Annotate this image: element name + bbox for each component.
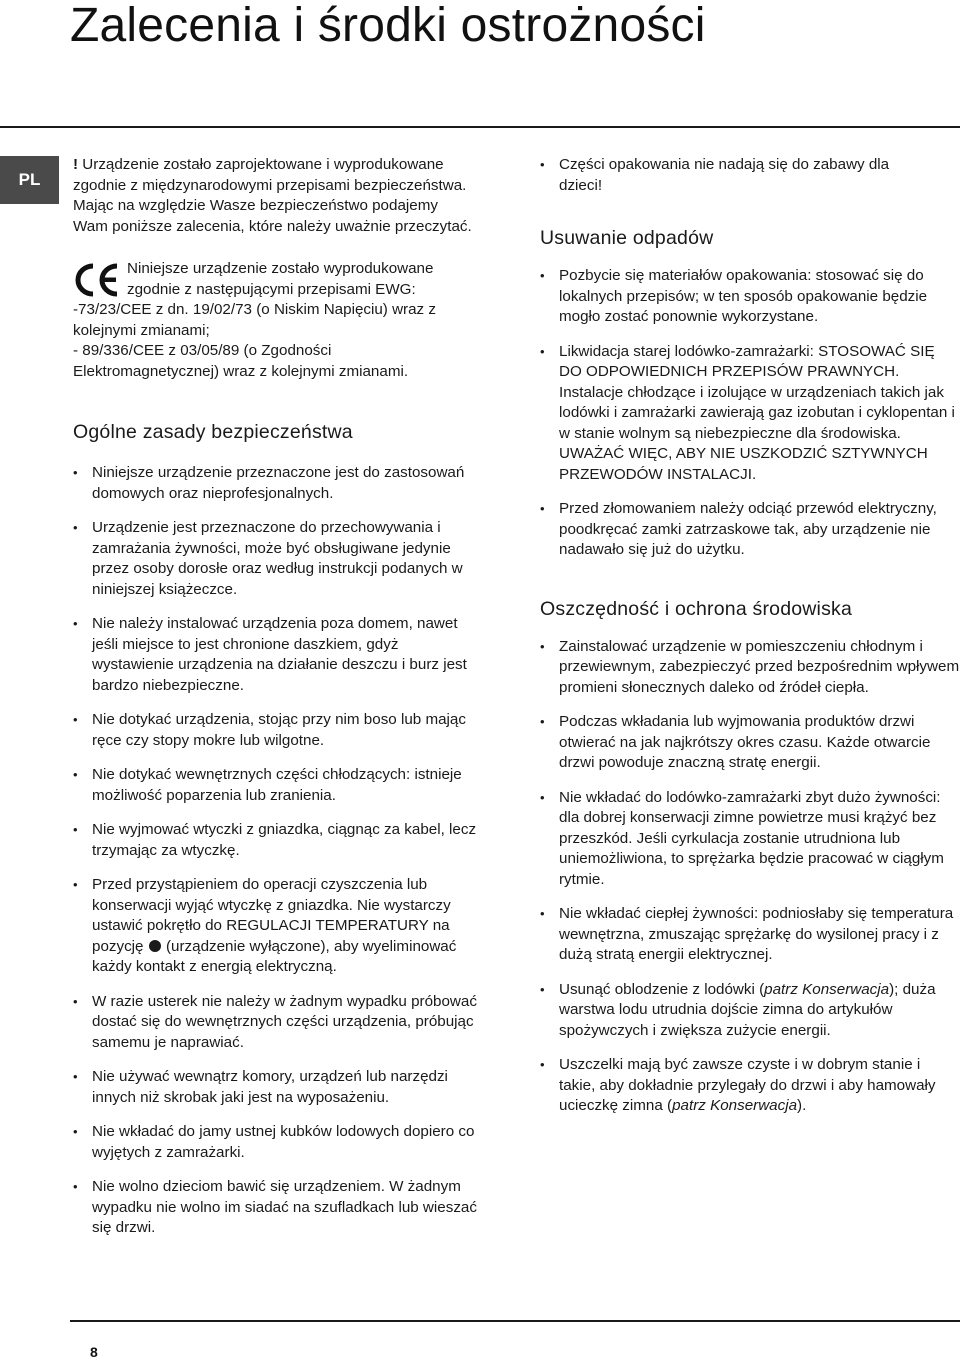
intro-paragraph xyxy=(73,155,473,237)
language-tab: PL xyxy=(0,156,59,204)
list-item: • Nie wkładać do jamy ustnej kubków lodowych dopiero co wyjętych z zamrażarki. xyxy=(73,1122,478,1163)
intro-text: Urządzenie zostało zaprojektowane i wyprodukowane zgodnie z międzynarodowymi przepisami bezpieczeństwa. Mając na względzie Wasze bezpieczeństwo podajemy Wam poniższe zalecenia, które należy uważnie przeczytać. xyxy=(73,156,472,235)
list-item: • Niniejsze urządzenie przeznaczone jest do zastosowań domowych oraz nieprofesjonalnych. xyxy=(73,463,478,504)
defrost-text-after: ); duża warstwa lodu utrudnia dojście zimna do artykułów spożywczych i zwiększa zużycie energii. xyxy=(559,980,936,1039)
cleaning-text-before: Przed przystąpieniem do operacji czyszczenia lub konserwacji wyjąć wtyczkę z gniazdka. Nie wystarczy ustawić pokrętło do REGULACJI TEMPERATURY na pozycję xyxy=(92,876,451,955)
left-column xyxy=(73,155,478,1239)
list-item: • Pozbycie się materiałów opakowania: stosować się do lokalnych przepisów; w ten sposób opakowanie będzie mogło zostać ponownie wykorzystane. xyxy=(540,266,960,328)
list-item: • Nie należy instalować urządzenia poza domem, nawet jeśli miejsce to jest chronione daszkiem, gdyż wystawienie urządzenia na działanie deszczu i burz jest bardzo niebezpieczne. xyxy=(73,614,478,696)
list-item xyxy=(540,1055,960,1117)
list-item: • Zainstalować urządzenie w pomieszczeniu chłodnym i przewiewnym, zabezpieczyć przed bezpośrednim wpływem promieni słonecznych daleko od źródeł ciepła. xyxy=(540,637,960,699)
old-unit-disposal-details: Instalacje chłodzące i izolujące w urządzeniach takich jak lodówki i zamrażarki zawierają gaz izobutan i cyklopentan i w stanie wolnym są niebezpieczne dla środowiska. UWAŻAĆ WIĘC, ABY NIE USZKODZIĆ SZTYWNYCH PRZEWODÓW INSTALACJI. xyxy=(559,383,955,483)
eco-list xyxy=(540,637,960,1117)
ce-mark-icon xyxy=(73,262,121,298)
right-column xyxy=(540,155,960,1117)
list-item: • Nie używać wewnątrz komory, urządzeń lub narzędzi innych niż skrobak jaki jest na wyposażeniu. xyxy=(73,1067,478,1108)
cleaning-text-after: (urządzenie wyłączone), aby wyeliminować każdy kontakt z energią elektryczną. xyxy=(92,937,457,975)
seal-text-before: Uszczelki mają być zawsze czyste i w dobrym stanie i takie, aby dokładnie przylegały do drzwi i aby hamowały ucieczkę zimna ( xyxy=(559,1056,936,1114)
old-unit-disposal-rule: • Likwidacja starej lodówko-zamrażarki: STOSOWAĆ SIĘ DO ODPOWIEDNICH PRZEPISÓW PRAWNYCH. xyxy=(559,342,935,380)
page-number: 8 xyxy=(90,1344,98,1360)
list-item xyxy=(540,980,960,1042)
ce-line-1: Niniejsze urządzenie zostało wyprodukowane xyxy=(127,260,434,277)
safety-section-title: Ogólne zasady bezpieczeństwa xyxy=(73,421,353,443)
waste-section-title: Usuwanie odpadów xyxy=(540,227,714,249)
seal-text-after: ). xyxy=(797,1097,807,1114)
list-item: • W razie usterek nie należy w żadnym wypadku próbować dostać się do wewnętrznych części urządzenia, próbując samemu je naprawiać. xyxy=(73,992,478,1054)
list-item: • Urządzenie jest przeznaczone do przechowywania i zamrażania żywności, może być obsługiwane jedynie przez osoby dorosłe oraz według instrukcji podanych w niniejszej książeczce. xyxy=(73,518,478,600)
waste-list xyxy=(540,266,960,561)
list-item: • Nie dotykać urządzenia, stojąc przy nim boso lub mając ręce czy stopy mokre lub wilgotne. xyxy=(73,710,478,751)
warning-mark: ! xyxy=(73,156,79,173)
ce-directive-emc: - 89/336/CEE z 03/05/89 (o Zgodności Elektromagnetycznej) wraz z kolejnymi zmianami. xyxy=(73,342,409,380)
page-title: Zalecenia i środki ostrożności xyxy=(70,0,706,52)
defrost-text-before: Usunąć oblodzenie z lodówki ( xyxy=(559,980,765,998)
list-item: • Przed złomowaniem należy odciąć przewód elektryczny, poodkręcać zamki zatrzaskowe tak, aby urządzenie nie nadawało się już do użytku. xyxy=(540,499,960,561)
list-item: • Nie wkładać do lodówko-zamrażarki zbyt dużo żywności: dla dobrej konserwacji zimne powietrze musi krążyć bez przeszkód. Jeśli cyrkulacja zostanie utrudniona lub uniemożliwiona, to sprężarka będzie pracować w ciągłym rytmie. xyxy=(540,788,960,891)
maintenance-reference: patrz Konserwacja xyxy=(764,980,890,998)
header-rule xyxy=(0,126,960,128)
list-item: • Nie wyjmować wtyczki z gniazdka, ciągnąc za kabel, lecz trzymając za wtyczkę. xyxy=(73,820,478,861)
list-item xyxy=(73,875,478,978)
list-item: • Nie wkładać ciepłej żywności: podniosłaby się temperatura wewnętrzna, zmuszając sprężarkę do wysilonej pracy i z dużą stratą energii elektrycznej. xyxy=(540,904,960,966)
ce-compliance-block xyxy=(73,259,478,382)
eco-section-title: Oszczędność i ochrona środowiska xyxy=(540,597,853,620)
ce-line-2: zgodnie z następującymi przepisami EWG: xyxy=(127,280,416,298)
packaging-warning-list xyxy=(540,155,960,196)
maintenance-reference: patrz Konserwacja xyxy=(672,1097,798,1114)
list-item: • Nie wolno dzieciom bawić się urządzeniem. W żadnym wypadku nie wolno im siadać na szufladkach lub wieszać się drzwi. xyxy=(73,1177,478,1239)
safety-list xyxy=(73,463,478,1239)
footer-rule xyxy=(70,1320,960,1322)
off-position-icon xyxy=(149,940,161,952)
list-item: • Nie dotykać wewnętrznych części chłodzących: istnieje możliwość poparzenia lub zranienia. xyxy=(73,765,478,806)
ce-directive-lvd: -73/23/CEE z dn. 19/02/73 (o Niskim Napięciu) wraz z kolejnymi zmianami; xyxy=(73,301,436,339)
list-item: • Części opakowania nie nadają się do zabawy dla dzieci! xyxy=(540,155,930,196)
list-item: • Podczas wkładania lub wyjmowania produktów drzwi otwierać na jak najkrótszy okres czasu. Każde otwarcie drzwi powoduje znaczną stratę energii. xyxy=(540,712,960,774)
list-item xyxy=(540,342,960,486)
